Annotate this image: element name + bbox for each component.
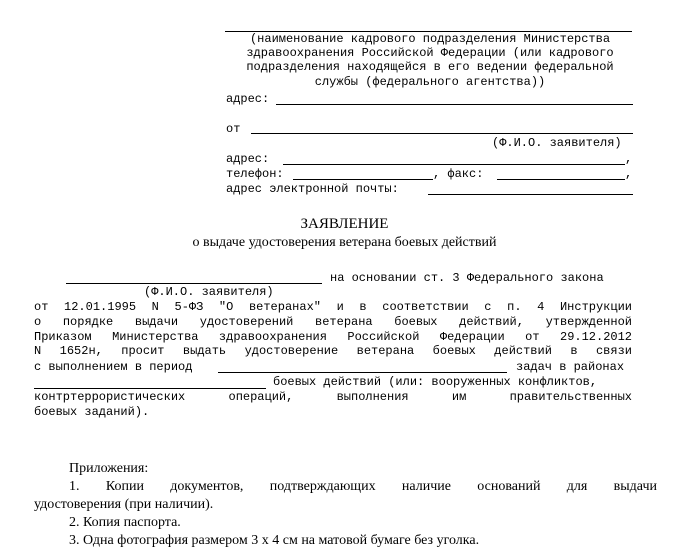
attachment-item-2: 2. Копия паспорта. [69,515,181,530]
email-line [428,194,633,195]
comma: , [625,167,633,181]
applicant-name-line [251,133,633,134]
combat-suffix: боевых действий (или: вооруженных конфликтов, [273,375,598,389]
org-caption-line-2: здравоохранения Российской Федерации (или кадрового [246,46,614,60]
org-address-label: адрес: [226,92,270,106]
body-line-last: боевых заданий). [34,405,150,419]
body-line-3: о порядке выдачи удостоверений ветерана боевых действий, утвержденной [34,315,632,329]
applicant-address-label: адрес: [226,152,270,166]
regions-line [34,388,266,389]
applicant-fio-caption: (Ф.И.О. заявителя) [492,136,622,150]
org-caption-line-3: подразделения находящейся в его ведении федеральной [246,60,614,74]
period-line [218,372,507,373]
body-applicant-line [66,283,322,284]
org-address-line [276,104,633,105]
email-label: адрес электронной почты: [226,182,399,196]
phone-label: телефон: [226,167,284,181]
applicant-address-line [283,164,625,165]
attachment-item-3: 3. Одна фотография размером 3 х 4 см на матовой бумаге без уголка. [69,533,480,548]
document-title: ЗАЯВЛЕНИЕ [300,216,389,232]
org-caption-line-4: службы (федерального агентства)) [314,75,546,89]
body-line-5: N 1652н, просит выдать удостоверение ветерана боевых действий в связи [34,344,632,358]
period-prefix: с выполнением в период [34,360,193,374]
body-line-4: Приказом Министерства здравоохранения Российской Федерации от 29.12.2012 [34,330,632,344]
period-suffix: задач в районах [516,360,625,374]
org-caption-line-1: (наименование кадрового подразделения Министерства [249,32,611,46]
body-line-1-suffix: на основании ст. 3 Федерального закона [330,271,604,285]
body-fio-caption: (Ф.И.О. заявителя) [144,285,274,299]
comma: , [625,152,633,166]
attachment-item-1-cont: удостоверения (при наличии). [34,497,214,512]
attachment-item-1: 1. Копии документов, подтверждающих наличие оснований для выдачи [69,479,657,494]
phone-line [293,179,433,180]
fax-line [497,179,625,180]
fax-label: , факс: [433,167,484,181]
body-line-2: от 12.01.1995 N 5-ФЗ "О ветеранах" и в соответствии с п. 4 Инструкции [34,300,632,314]
attachments-heading: Приложения: [69,461,149,476]
document-subtitle: о выдаче удостоверения ветерана боевых действий [192,235,497,250]
body-line-ct: контртеррористических операций, выполнения им правительственных [34,390,632,404]
from-label: от [226,122,241,136]
